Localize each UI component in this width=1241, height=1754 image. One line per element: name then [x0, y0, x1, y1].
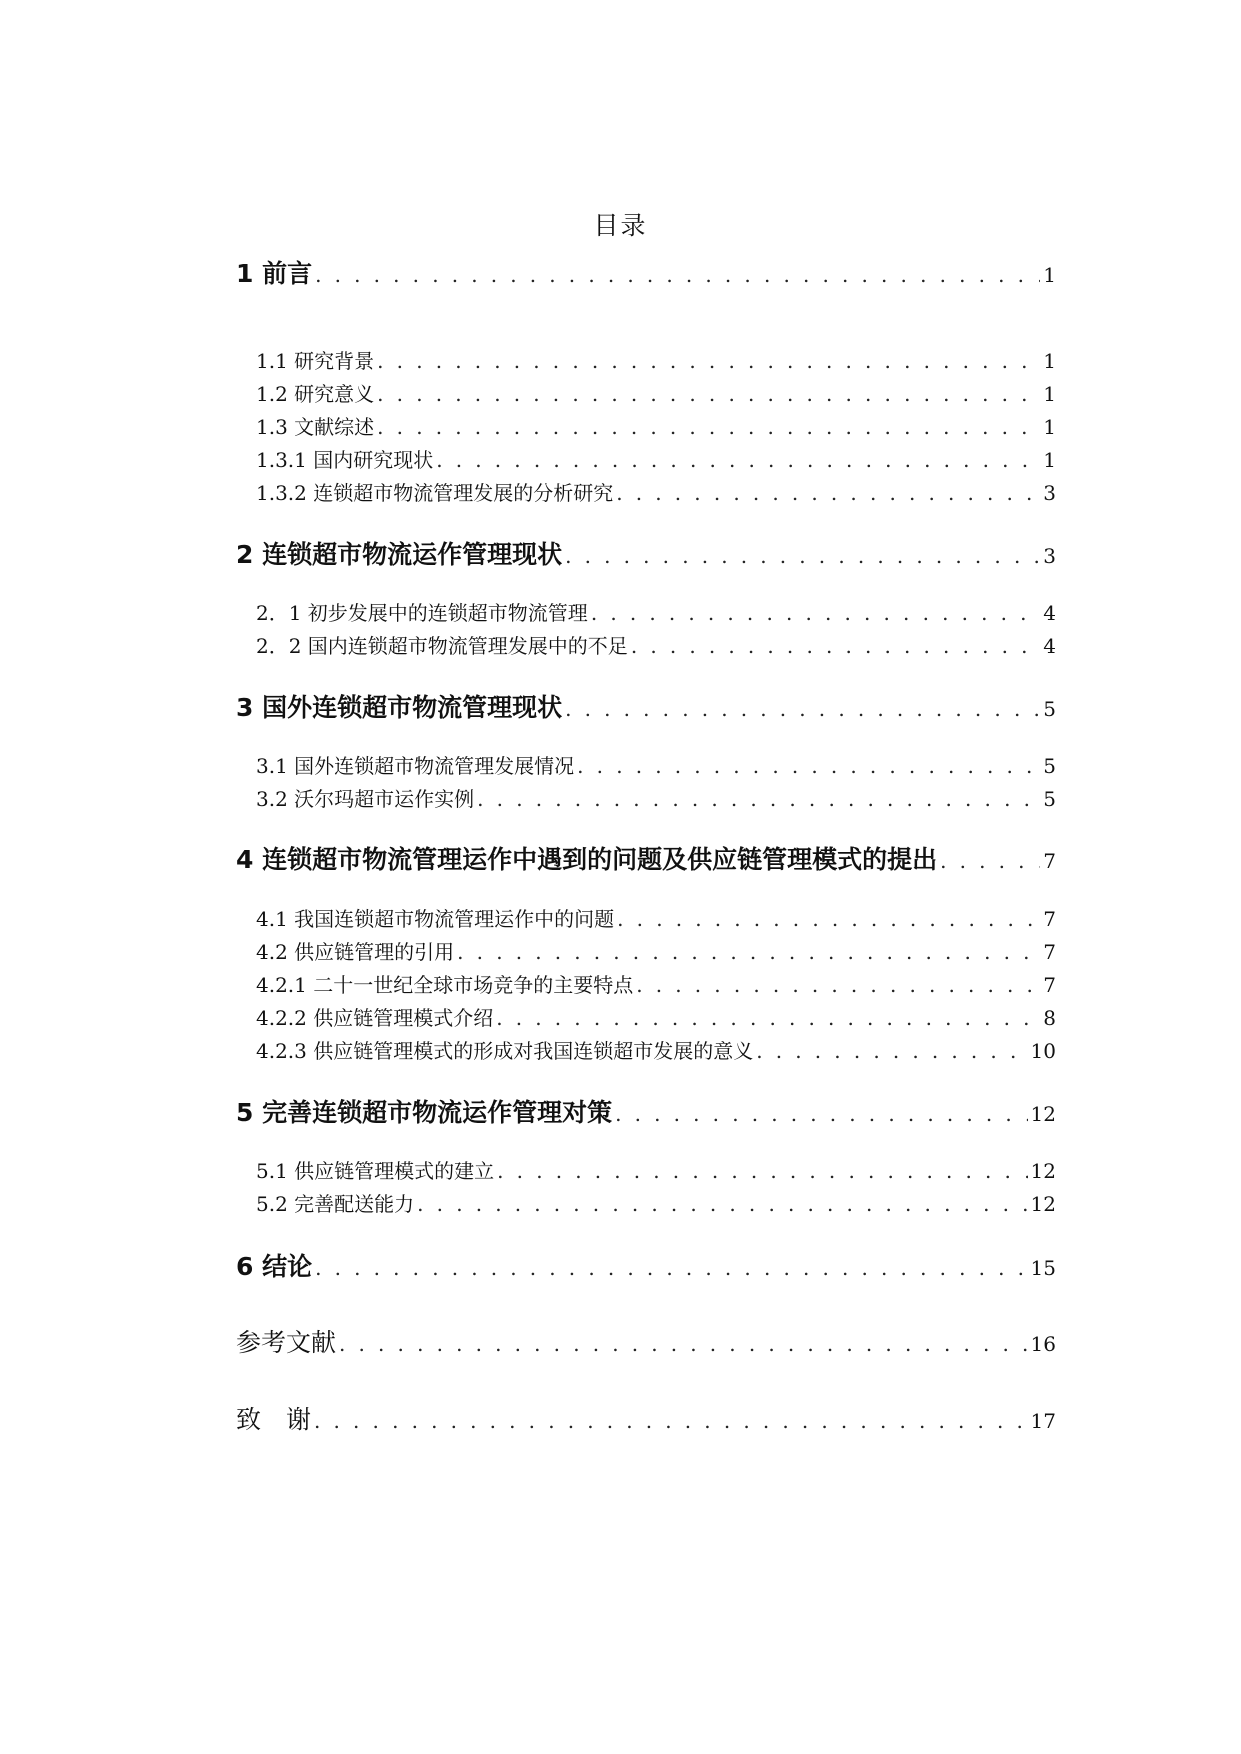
toc-leader-dots — [615, 1102, 1027, 1126]
toc-leader-dots — [617, 907, 1040, 931]
toc-entry-label: 4.2.3 供应链管理模式的形成对我国连锁超市发展的意义 — [256, 1039, 754, 1063]
toc-entry[interactable] — [236, 535, 1056, 571]
toc-entry-label: 2．1 初步发展中的连锁超市物流管理 — [256, 601, 588, 625]
toc-entry[interactable] — [236, 783, 1056, 812]
toc-leader-dots — [591, 601, 1040, 625]
toc-entry-page: 1 — [1043, 448, 1056, 472]
toc-entry-label: 2．2 国内连锁超市物流管理发展中的不足 — [256, 634, 628, 658]
toc-leader-dots — [377, 415, 1040, 439]
toc-leader-dots — [339, 1332, 1028, 1356]
toc-entry-label: 4.2 供应链管理的引用 — [256, 940, 455, 964]
toc-leader-dots — [565, 544, 1040, 568]
toc-entry-page: 5 — [1043, 754, 1056, 778]
toc-entry-label: 6 结论 — [236, 1252, 313, 1281]
toc-entry[interactable] — [236, 688, 1056, 724]
toc-entry-page: 7 — [1043, 907, 1056, 931]
toc-entry[interactable] — [236, 1035, 1056, 1064]
toc-entry[interactable] — [236, 411, 1056, 440]
toc-entry-page: 4 — [1043, 634, 1056, 658]
toc-leader-dots — [497, 1159, 1027, 1183]
toc-entry[interactable] — [236, 750, 1056, 779]
toc-leader-dots — [756, 1039, 1027, 1063]
toc-entry-label: 3.2 沃尔玛超市运作实例 — [256, 787, 475, 811]
toc-entry-label: 4.1 我国连锁超市物流管理运作中的问题 — [256, 907, 615, 931]
toc-entry[interactable] — [236, 477, 1056, 506]
toc-entry[interactable] — [236, 345, 1056, 374]
toc-entry-page: 3 — [1043, 544, 1056, 568]
toc-leader-dots — [577, 754, 1040, 778]
toc-entry[interactable] — [236, 840, 1056, 876]
toc-leader-dots — [565, 697, 1040, 721]
toc-entry[interactable] — [236, 444, 1056, 473]
toc-entry[interactable] — [236, 1323, 1056, 1359]
toc-entry-page: 1 — [1043, 349, 1056, 373]
toc-entry-page: 1 — [1043, 382, 1056, 406]
toc-entry[interactable] — [236, 1188, 1056, 1217]
toc-entry[interactable] — [236, 378, 1056, 407]
toc-entry-label: 5.1 供应链管理模式的建立 — [256, 1159, 495, 1183]
toc-entry-label: 4.2.2 供应链管理模式介绍 — [256, 1006, 494, 1030]
toc-leader-dots — [377, 382, 1040, 406]
toc-entry-label: 1 前言 — [236, 259, 313, 288]
toc-leader-dots — [436, 448, 1040, 472]
toc-leader-dots — [377, 349, 1040, 373]
toc-entry-page: 5 — [1043, 787, 1056, 811]
toc-entry-label: 5.2 完善配送能力 — [256, 1192, 415, 1216]
toc-entry[interactable] — [236, 1002, 1056, 1031]
toc-entry-page: 4 — [1043, 601, 1056, 625]
toc-entry-page: 7 — [1043, 940, 1056, 964]
toc-entry-page: 5 — [1043, 697, 1056, 721]
toc-leader-dots — [496, 1006, 1040, 1030]
toc-leader-dots — [631, 634, 1040, 658]
toc-entry-page: 8 — [1043, 1006, 1056, 1030]
toc-entry-label: 4.2.1 二十一世纪全球市场竞争的主要特点 — [256, 973, 634, 997]
toc-entry-label: 3.1 国外连锁超市物流管理发展情况 — [256, 754, 575, 778]
toc-leader-dots — [457, 940, 1040, 964]
toc-entry-label: 4 连锁超市物流管理运作中遇到的问题及供应链管理模式的提出 — [236, 845, 938, 874]
toc-entry[interactable] — [236, 630, 1056, 659]
toc-entry-label: 1.2 研究意义 — [256, 382, 375, 406]
toc-leader-dots — [314, 1409, 1028, 1433]
toc-entry-label: 1.3.1 国内研究现状 — [256, 448, 434, 472]
toc-entry[interactable] — [236, 1400, 1056, 1436]
toc-entry-label: 致 谢 — [236, 1405, 312, 1434]
toc-entry-page: 10 — [1030, 1039, 1056, 1063]
toc-entry-label: 2 连锁超市物流运作管理现状 — [236, 540, 563, 569]
toc-entry-page: 16 — [1030, 1332, 1056, 1356]
toc-entry[interactable] — [236, 969, 1056, 998]
toc-entry-page: 12 — [1030, 1159, 1056, 1183]
toc-entry-page: 15 — [1030, 1256, 1056, 1280]
toc-leader-dots — [636, 973, 1040, 997]
toc-entry-label: 1.3.2 连锁超市物流管理发展的分析研究 — [256, 481, 614, 505]
toc-entry-label: 1.3 文献综述 — [256, 415, 375, 439]
toc-entry-label: 5 完善连锁超市物流运作管理对策 — [236, 1098, 613, 1127]
toc-leader-dots — [315, 263, 1040, 287]
toc-entry[interactable] — [236, 1093, 1056, 1129]
toc-entry-label: 参考文献 — [236, 1328, 337, 1357]
toc-entry[interactable] — [236, 597, 1056, 626]
toc-entry-page: 7 — [1043, 849, 1056, 873]
toc-entry[interactable] — [236, 1155, 1056, 1184]
toc-entry-label: 1.1 研究背景 — [256, 349, 375, 373]
toc-leader-dots — [477, 787, 1040, 811]
toc-entry[interactable] — [236, 254, 1056, 290]
toc-entry[interactable] — [236, 1247, 1056, 1283]
toc-entry-label: 3 国外连锁超市物流管理现状 — [236, 693, 563, 722]
toc-entry[interactable] — [236, 936, 1056, 965]
toc-leader-dots — [417, 1192, 1027, 1216]
toc-leader-dots — [315, 1256, 1027, 1280]
toc-entry-page: 3 — [1043, 481, 1056, 505]
toc-entry[interactable] — [236, 903, 1056, 932]
toc-leader-dots — [940, 849, 1040, 873]
toc-leader-dots — [616, 481, 1040, 505]
toc-entry-page: 7 — [1043, 973, 1056, 997]
toc-entry-page: 12 — [1030, 1102, 1056, 1126]
toc-entry-page: 1 — [1043, 415, 1056, 439]
toc-entry-page: 17 — [1030, 1409, 1056, 1433]
toc-entry-page: 12 — [1030, 1192, 1056, 1216]
toc-entry-page: 1 — [1043, 263, 1056, 287]
toc-title: 目录 — [593, 211, 648, 240]
